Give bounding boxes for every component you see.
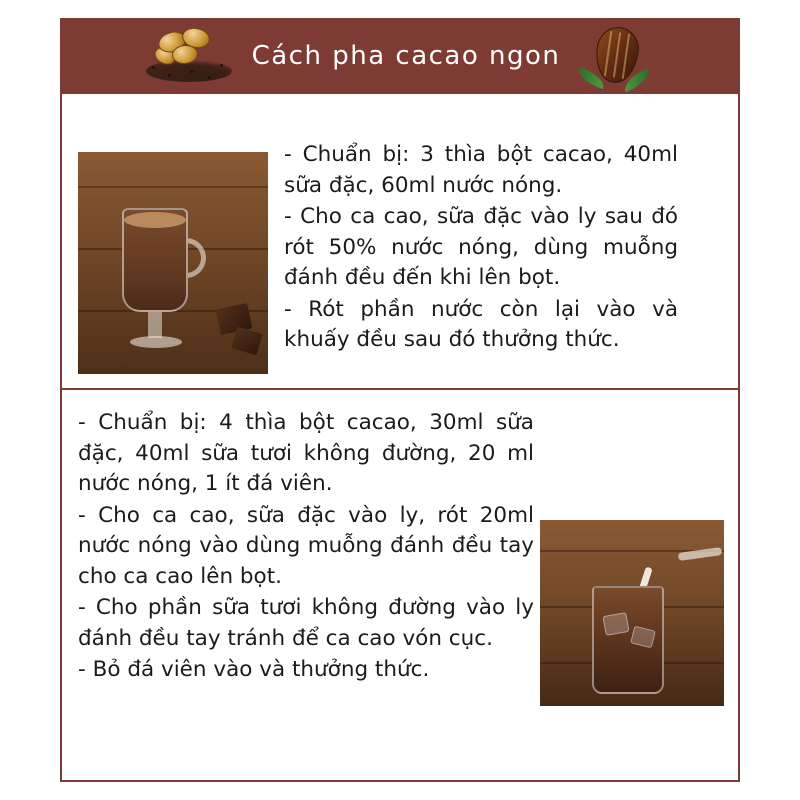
pod-ridge [613, 32, 621, 77]
hot-cacao-mug-photo [78, 152, 268, 374]
pod-ridge [604, 31, 612, 76]
iced-cacao-glass-shape [592, 568, 674, 700]
poster-body [62, 94, 738, 780]
page-title: Cách pha cacao ngon [251, 41, 561, 71]
mug-stem [148, 312, 162, 338]
instruction-line: - Rót phần nước còn lại vào và khuấy đều sau đó thưởng thức. [284, 296, 678, 353]
wood-plank-line [78, 186, 268, 188]
mug-foam [124, 212, 186, 228]
section-iced-cacao [62, 390, 738, 778]
instruction-line: - Cho ca cao, sữa đặc vào ly, rót 20ml nước nóng vào dùng muỗng đánh đều tay cho ca cao lên bọt. [78, 502, 534, 589]
instruction-line: - Bỏ đá viên vào và thưởng thức. [78, 657, 430, 683]
ice-cube [630, 626, 656, 649]
iced-cacao-instructions [78, 408, 534, 687]
mug-foot [130, 336, 182, 348]
cacao-beans-icon [142, 24, 238, 88]
header-inner [142, 23, 659, 89]
instruction-line: - Cho phần sữa tươi không đường vào ly đánh đều tay tránh để ca cao vón cục. [78, 595, 534, 651]
powder-speck [168, 74, 171, 77]
glass-body [592, 586, 664, 694]
pod-ridge [622, 34, 630, 79]
instruction-line: - Chuẩn bị: 3 thìa bột cacao, 40ml sữa đặc, 60ml nước nóng. [284, 142, 678, 198]
header-banner [60, 18, 740, 94]
powder-speck [190, 70, 193, 73]
instruction-line: - Chuẩn bị: 4 thìa bột cacao, 30ml sữa đặc, 40ml sữa tươi không đường, 20 ml nước nóng, 1 ít đá viên. [78, 410, 534, 497]
chocolate-chunk [231, 327, 262, 355]
cacao-pod-icon [574, 23, 658, 89]
powder-speck [220, 64, 223, 67]
section-hot-cacao [62, 94, 738, 390]
hot-cacao-instructions [284, 140, 678, 357]
instruction-line: - Cho ca cao, sữa đặc vào ly sau đó rót 50% nước nóng, dùng muỗng đánh đều đến khi lên bọt. [284, 204, 678, 291]
cacao-mug-shape [114, 208, 200, 358]
powder-speck [208, 76, 211, 79]
ice-cube [602, 612, 629, 636]
powder-speck [152, 66, 155, 69]
iced-cacao-glass-photo [540, 520, 724, 706]
